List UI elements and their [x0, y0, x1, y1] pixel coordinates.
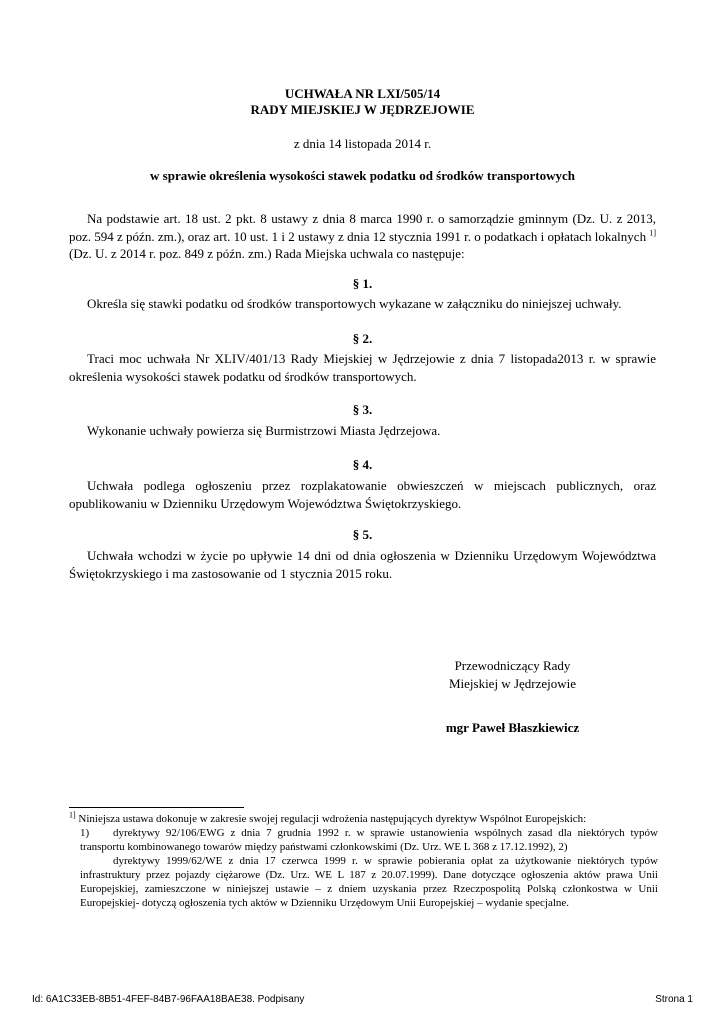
section-5-heading: § 5.: [352, 527, 373, 542]
section-3-text: Wykonanie uchwały powierza się Burmistrzowi Miasta Jędrzejowa.: [87, 423, 441, 438]
resolution-subject: w sprawie określenia wysokości stawek podatku od środków transportowych: [150, 168, 575, 183]
page-number: Strona 1: [655, 994, 693, 1005]
footnote-ref: 1]: [649, 228, 656, 238]
resolution-number: UCHWAŁA NR LXI/505/14: [284, 86, 441, 101]
section-4-text: Uchwała podlega ogłoszeniu przez rozplakatowanie obwieszczeń w miejscach publicznych, oraz opublikowaniu w Dzienniku Urzędowym Województwa Świętokrzyskiego.: [69, 478, 656, 511]
signature-title-1: Przewodniczący Rady: [454, 658, 571, 673]
section-1-heading: § 1.: [352, 276, 373, 291]
footnote-item-1: dyrektywy 92/106/EWG z dnia 7 grudnia 1992 r. w sprawie ustanowienia wspólnych zasad dla niektórych typów transportu kombinowanego towarów między państwami członkowskimi (Dz. Urz. WE L 368 z 17.12.1992), 2): [80, 827, 658, 853]
section-5-text: Uchwała wchodzi w życie po upływie 14 dni od dnia ogłoszenia w Dzienniku Urzędowym Województwa Świętokrzyskiego i ma zastosowanie od 1 stycznia 2015 roku.: [69, 548, 656, 581]
preamble-text: Na podstawie art. 18 ust. 2 pkt. 8 ustawy z dnia 8 marca 1990 r. o samorządzie gminnym (Dz. U. z 2013, poz. 594 z późn. zm.), oraz art. 10 ust. 1 i 2 ustawy z dnia 12 stycznia 1991 r. o podatkach i opłatach lokalnych: [69, 211, 656, 244]
footnote-divider: [69, 807, 244, 808]
document-id: Id: 6A1C33EB-8B51-4FEF-84B7-96FAA18BAE38. Podpisany: [32, 994, 305, 1005]
signature-title-2: Miejskiej w Jędrzejowie: [448, 676, 577, 691]
section-1-text: Określa się stawki podatku od środków transportowych wykazane w załączniku do niniejszej uchwały.: [87, 296, 622, 311]
preamble-text-cont: (Dz. U. z 2014 r. poz. 849 z późn. zm.) Rada Miejska uchwala co następuje:: [69, 246, 465, 261]
footnote-marker: 1]: [69, 810, 76, 820]
footnote-intro-text: Niniejsza ustawa dokonuje w zakresie swojej regulacji wdrożenia następujących dyrektyw Wspólnot Europejskich:: [78, 813, 587, 825]
resolution-date: z dnia 14 listopada 2014 r.: [293, 136, 432, 151]
footnote-item-2: dyrektywy 1999/62/WE z dnia 17 czerwca 1999 r. w sprawie pobierania opłat za użytkowanie niektórych typów infrastruktury przez pojazdy ciężarowe (Dz. Urz. WE L 187 z 20.07.1999). Dane dotyczące ogłoszenia aktów prawa Unii Europejskiej, zamieszczone w niniejszej ustawie – z dniem uzyskania przez Rzeczpospolitą Polską członkostwa w Unii Europejskiej- dotyczą ogłoszenia tych aktów w Dzienniku Urzędowym Unii Europejskiej – wydanie specjalne.: [80, 855, 658, 909]
council-name: RADY MIEJSKIEJ W JĘDRZEJOWIE: [250, 102, 475, 117]
section-3-heading: § 3.: [352, 402, 373, 417]
section-2-heading: § 2.: [352, 331, 373, 346]
section-2-text: Traci moc uchwała Nr XLIV/401/13 Rady Miejskiej w Jędrzejowie z dnia 7 listopada2013 r. w sprawie określenia wysokości stawek podatku od środków transportowych.: [69, 351, 656, 384]
signatory-name: mgr Paweł Błaszkiewicz: [445, 720, 580, 735]
section-4-heading: § 4.: [352, 457, 373, 472]
preamble: [69, 210, 656, 263]
footnote-item-1-number: 1): [80, 827, 90, 839]
footnote-intro: [69, 812, 659, 826]
